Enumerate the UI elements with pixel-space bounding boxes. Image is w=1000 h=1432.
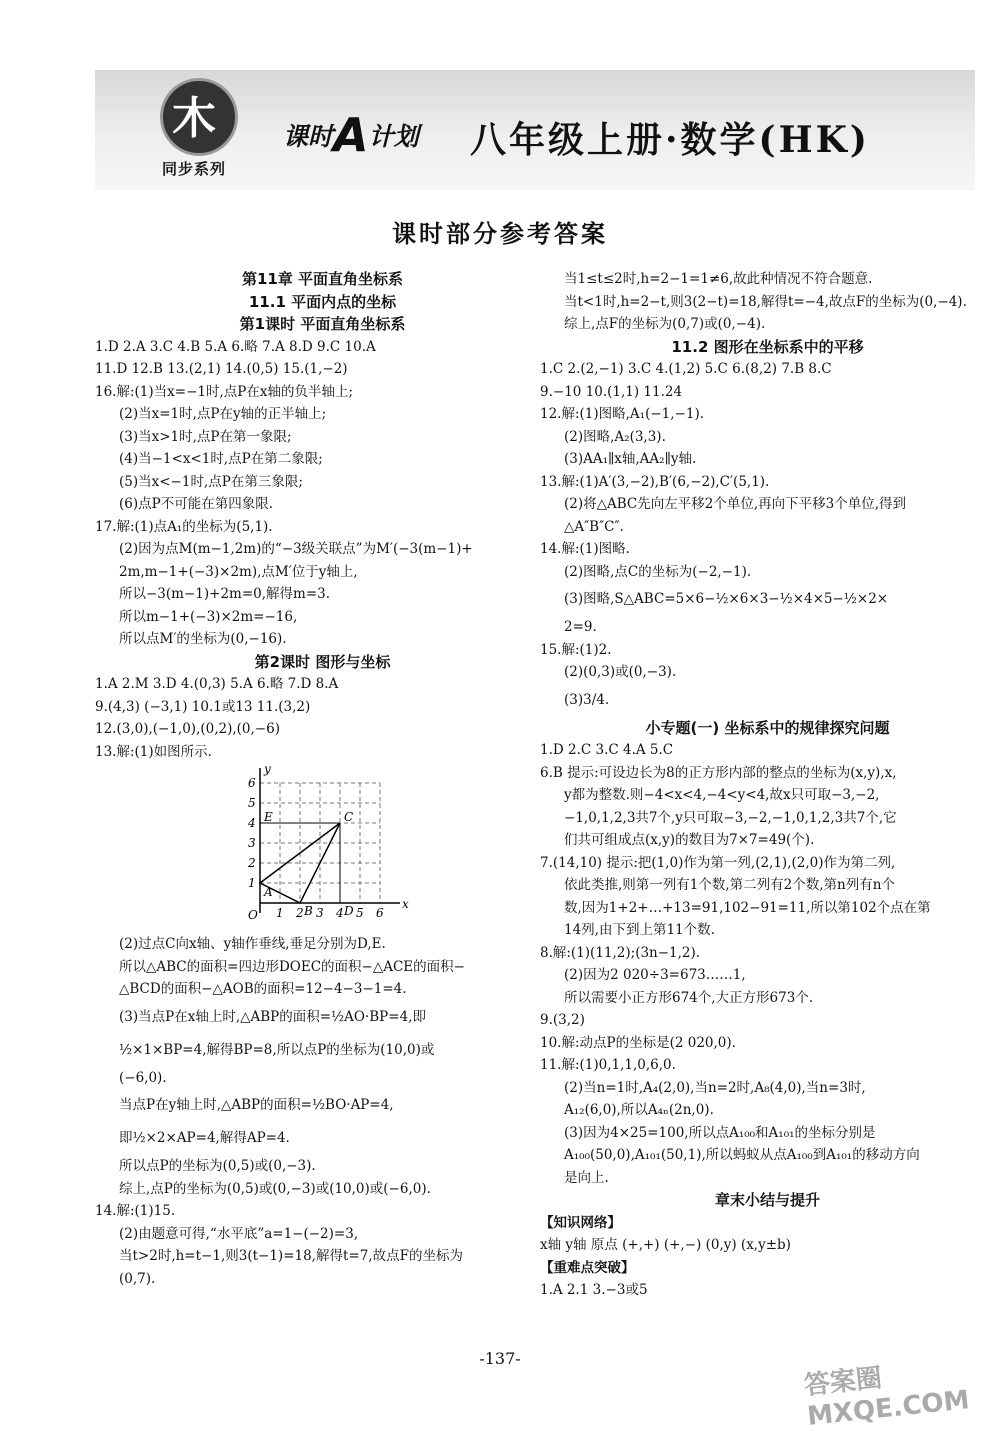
answer-line: 数,因为1+2+…+13=91,102−91=11,所以第102个点在第 [564, 899, 931, 916]
answer-line: 14.解:(1)图略. [540, 541, 630, 557]
answer-line: 12.解:(1)图略,A₁(−1,−1). [540, 406, 705, 422]
answer-line: △BCD的面积−△AOB的面积=12−4−3−1=4. [119, 981, 407, 997]
y-tick-label: 4 [248, 816, 256, 830]
answer-line: (2)由题意可得,“水平底”a=1−(−2)=3, [119, 1225, 359, 1242]
answer-line: 们共可组成点(x,y)的数目为7×7=49(个). [564, 832, 815, 848]
answer-line: 8.解:(1)(11,2);(3n−1,2). [540, 944, 701, 961]
answer-line: A₁₀₀(50,0),A₁₀₁(50,1),所以蚂蚁从点A₁₀₀到A₁₀₁的移动方向 [564, 1147, 920, 1163]
answer-line: 当t>2时,h=t−1,则3(t−1)=18,解得t=7,故点F的坐标为 [119, 1248, 463, 1264]
answer-line: (2)因为点M(m−1,2m)的“−3级关联点”为M′(−3(m−1)+ [119, 541, 473, 557]
x-tick-label: 1 [276, 906, 284, 920]
book-title: 八年级上册·数学(HK) [470, 119, 870, 161]
section-label: 【重难点突破】 [540, 1259, 635, 1276]
answer-line: 是向上. [564, 1169, 609, 1186]
answer-line: 即½×2×AP=4,解得AP=4. [119, 1130, 290, 1146]
page-number: -137- [479, 1349, 521, 1368]
answer-line: 依此类推,则第一列有1个数,第二列有2个数,第n列有n个 [564, 877, 895, 893]
answer-line: (0,7). [119, 1270, 156, 1287]
section-heading: 11.1 平面内点的坐标 [248, 292, 397, 311]
answer-line: 7.(14,10) 提示:把(1,0)作为第一列,(2,1),(2,0)作为第二列, [540, 854, 896, 871]
answer-line: 1.A 2.M 3.D 4.(0,3) 5.A 6.略 7.D 8.A [95, 676, 339, 692]
answer-line: 综上,点P的坐标为(0,5)或(0,−3)或(10,0)或(−6,0). [119, 1180, 431, 1197]
x-tick-label: 5 [356, 906, 364, 920]
point-a-label: A [264, 885, 273, 899]
answer-line: 所以需要小正方形674个,大正方形673个. [564, 989, 814, 1006]
answer-line: 13.解:(1)如图所示. [95, 743, 212, 760]
answer-line: 当1≤t≤2时,h=2−1=1≠6,故此种情况不符合题意. [564, 271, 873, 287]
answer-line: 所以△ABC的面积=四边形DOEC的面积−△ACE的面积− [119, 958, 465, 975]
point-b-label: B [304, 904, 313, 918]
answer-line: 所以点M′的坐标为(0,−16). [119, 631, 287, 647]
answer-line: (2)因为2 020÷3=673……1, [564, 967, 746, 983]
graph-svg [248, 762, 420, 933]
answer-line: 14列,由下到上第11个数. [564, 922, 715, 938]
origin-label: O [248, 908, 258, 922]
point-d-label: D [344, 904, 354, 918]
y-tick-label: 1 [248, 876, 256, 890]
answer-line: 9.(3,2) [540, 1012, 585, 1028]
answer-line: −1,0,1,2,3共7个,y只可取−3,−2,−1,0,1,2,3共7个,它 [564, 809, 897, 826]
watermark: 答案圈 MXQE.COM [802, 1363, 971, 1432]
y-tick-label: 6 [248, 776, 256, 790]
answer-line: (3)当点P在x轴上时,△ABP的面积=½AO·BP=4,即 [119, 1008, 426, 1025]
answer-line: 所以点P的坐标为(0,5)或(0,−3). [119, 1158, 316, 1174]
x-tick-label: 6 [376, 906, 384, 920]
section-heading: 11.2 图形在坐标系中的平移 [671, 337, 864, 356]
answer-line: 15.解:(1)2. [540, 641, 612, 658]
x-axis-label: x [402, 897, 409, 911]
answer-line: (3)图略,S△ABC=5×6−½×6×3−½×4×5−½×2× [564, 591, 889, 607]
logo-char: 木 [172, 93, 216, 144]
answer-line: 所以m−1+(−3)×2m=−16, [119, 608, 298, 625]
section-heading: 章末小结与提升 [714, 1191, 820, 1209]
answer-line: (−6,0). [119, 1069, 167, 1086]
brand-pre: 课时 [283, 122, 334, 151]
answer-line: (5)当x<−1时,点P在第三象限; [119, 473, 303, 490]
answer-line: 2=9. [564, 619, 597, 635]
section-label: 【知识网络】 [540, 1214, 621, 1231]
answer-line: 6.B 提示:可设边长为8的正方形内部的整点的坐标为(x,y),x, [540, 764, 897, 781]
answer-line: 9.−10 10.(1,1) 11.24 [540, 383, 683, 400]
section-heading: 第11章 平面直角坐标系 [241, 270, 404, 288]
answer-line: △A″B″C″. [564, 518, 624, 535]
answer-line: 12.(3,0),(−1,0),(0,2),(0,−6) [95, 721, 280, 737]
answer-line: 当点P在y轴上时,△ABP的面积=½BO·AP=4, [119, 1097, 394, 1113]
answer-line: 综上,点F的坐标为(0,7)或(0,−4). [564, 316, 766, 332]
answer-line: x轴 y轴 原点 (+,+) (+,−) (0,y) (x,y±b) [540, 1237, 791, 1253]
answer-line: 1.D 2.A 3.C 4.B 5.A 6.略 7.A 8.D 9.C 10.A [95, 338, 376, 355]
answer-line: 11.D 12.B 13.(2,1) 14.(0,5) 15.(1,−2) [95, 361, 348, 377]
answer-line: (2)图略,点C的坐标为(−2,−1). [564, 563, 752, 580]
y-axis-label: y [264, 762, 271, 776]
answer-line: (2)当x=1时,点P在y轴的正半轴上; [119, 406, 327, 422]
answer-line: (2)将△ABC先向左平移2个单位,再向下平移3个单位,得到 [564, 496, 907, 512]
x-tick-label: 3 [316, 906, 324, 920]
left-column [95, 268, 550, 1290]
answer-line: (3)当x>1时,点P在第一象限; [119, 428, 292, 445]
y-tick-label: 3 [248, 836, 256, 850]
answer-line: 1.C 2.(2,−1) 3.C 4.(1,2) 5.C 6.(8,2) 7.B 8.C [540, 361, 832, 377]
section-heading: 第2课时 图形与坐标 [254, 652, 391, 671]
point-e-label: E [264, 810, 273, 824]
answer-line: (3)3/4. [564, 691, 610, 708]
publisher-logo [152, 74, 242, 182]
section-heading: 第1课时 平面直角坐标系 [239, 315, 406, 333]
answer-line: 2m,m−1+(−3)×2m),点M′位于y轴上, [119, 563, 358, 580]
section-heading: 小专题(一) 坐标系中的规律探究问题 [645, 718, 890, 737]
answer-line: 11.解:(1)0,1,1,0,6,0. [540, 1057, 676, 1073]
brand-a: A [333, 108, 369, 162]
page-title: 课时部分参考答案 [392, 219, 608, 248]
answer-line: 当t<1时,h=2−t,则3(2−t)=18,解得t=−4,故点F的坐标为(0,−4). [564, 293, 967, 310]
x-tick-label: 4 [336, 906, 344, 920]
answer-line: 13.解:(1)A′(3,−2),B′(6,−2),C′(5,1). [540, 473, 770, 490]
brand-post: 计划 [368, 122, 419, 151]
answer-line: (3)因为4×25=100,所以点A₁₀₀和A₁₀₁的坐标分别是 [564, 1124, 876, 1141]
x-tick-label: 2 [296, 906, 304, 920]
answer-line: (2)过点C向x轴、y轴作垂线,垂足分别为D,E. [119, 936, 386, 952]
answer-line: 14.解:(1)15. [95, 1203, 176, 1219]
point-c-label: C [344, 810, 354, 824]
answer-line: (2)(0,3)或(0,−3). [564, 664, 677, 680]
series-label: 同步系列 [162, 160, 227, 178]
answer-line: 1.A 2.1 3.−3或5 [540, 1282, 648, 1298]
answer-line: 17.解:(1)点A₁的坐标为(5,1). [95, 518, 273, 535]
y-tick-label: 2 [248, 856, 256, 870]
y-tick-label: 5 [248, 796, 256, 810]
coordinate-graph [95, 763, 550, 933]
answer-line: ½×1×BP=4,解得BP=8,所以点P的坐标为(10,0)或 [119, 1041, 435, 1058]
answer-line: 1.D 2.C 3.C 4.A 5.C [540, 742, 674, 758]
answer-line: (3)AA₁∥x轴,AA₂∥y轴. [564, 451, 697, 467]
answer-line: 9.(4,3) (−3,1) 10.1或13 11.(3,2) [95, 698, 311, 715]
answer-line: y都为整数.则−4<x<4,−4<y<4,故x只可取−3,−2, [564, 787, 880, 803]
answer-line: (4)当−1<x<1时,点P在第二象限; [119, 451, 323, 467]
answer-line: (2)当n=1时,A₄(2,0),当n=2时,A₈(4,0),当n=3时, [564, 1079, 866, 1096]
brand-title [283, 108, 419, 162]
answer-line: (6)点P不可能在第四象限. [119, 496, 273, 512]
answer-line: 10.解:动点P的坐标是(2 020,0). [540, 1034, 736, 1051]
answer-line: (2)图略,A₂(3,3). [564, 428, 666, 445]
answer-line: 16.解:(1)当x=−1时,点P在x轴的负半轴上; [95, 383, 354, 400]
answer-line: A₁₂(6,0),所以A₄ₙ(2n,0). [564, 1102, 714, 1118]
right-column [540, 268, 995, 1302]
answer-line: 所以−3(m−1)+2m=0,解得m=3. [119, 586, 331, 602]
